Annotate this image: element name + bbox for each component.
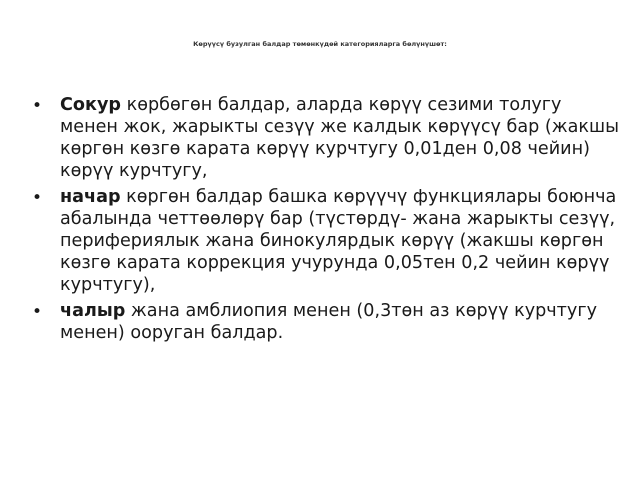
- bullet-text: көргөн балдар башка көрүүчү функциялары боюнча абалында четтөөлөрү бар (түстөрдү- жана жарыкты сезүү, перифериялык жана бинокулярдык көрүү (жакшы көргөн көзгө карата коррекция учурунда 0,05тен 0,2 чейин көрүү курчтугу),: [60, 187, 617, 295]
- bullet-text: көрбөгөн балдар, аларда көрүү сезими толугу менен жок, жарыкты сезүү же калдык көрүүсү бар (жакшы көргөн көзгө карата көрүү курчтугу 0,01ден 0,08 чейин) көрүү курчтугу,: [60, 95, 620, 181]
- bullet-term: начар: [60, 187, 121, 207]
- bullet-term: Сокур: [60, 95, 122, 115]
- bullet-item-strabismus: [30, 300, 620, 344]
- bullet-item-blind: [30, 94, 620, 182]
- bullet-item-low-vision: [30, 186, 620, 296]
- bullet-text: жана амблиопия менен (0,3төн аз көрүү курчтугу менен) ооруган балдар.: [60, 301, 597, 343]
- bullet-dot-icon: •: [32, 188, 43, 208]
- bullet-term: чалыр: [60, 301, 126, 321]
- bullet-dot-icon: •: [32, 96, 43, 116]
- bullet-dot-icon: •: [32, 302, 43, 322]
- slide-title: Көрүүсү бузулган балдар төмөнкүдөй категорияларга бөлүнүшөт:: [193, 40, 447, 48]
- bullet-list: [30, 94, 620, 348]
